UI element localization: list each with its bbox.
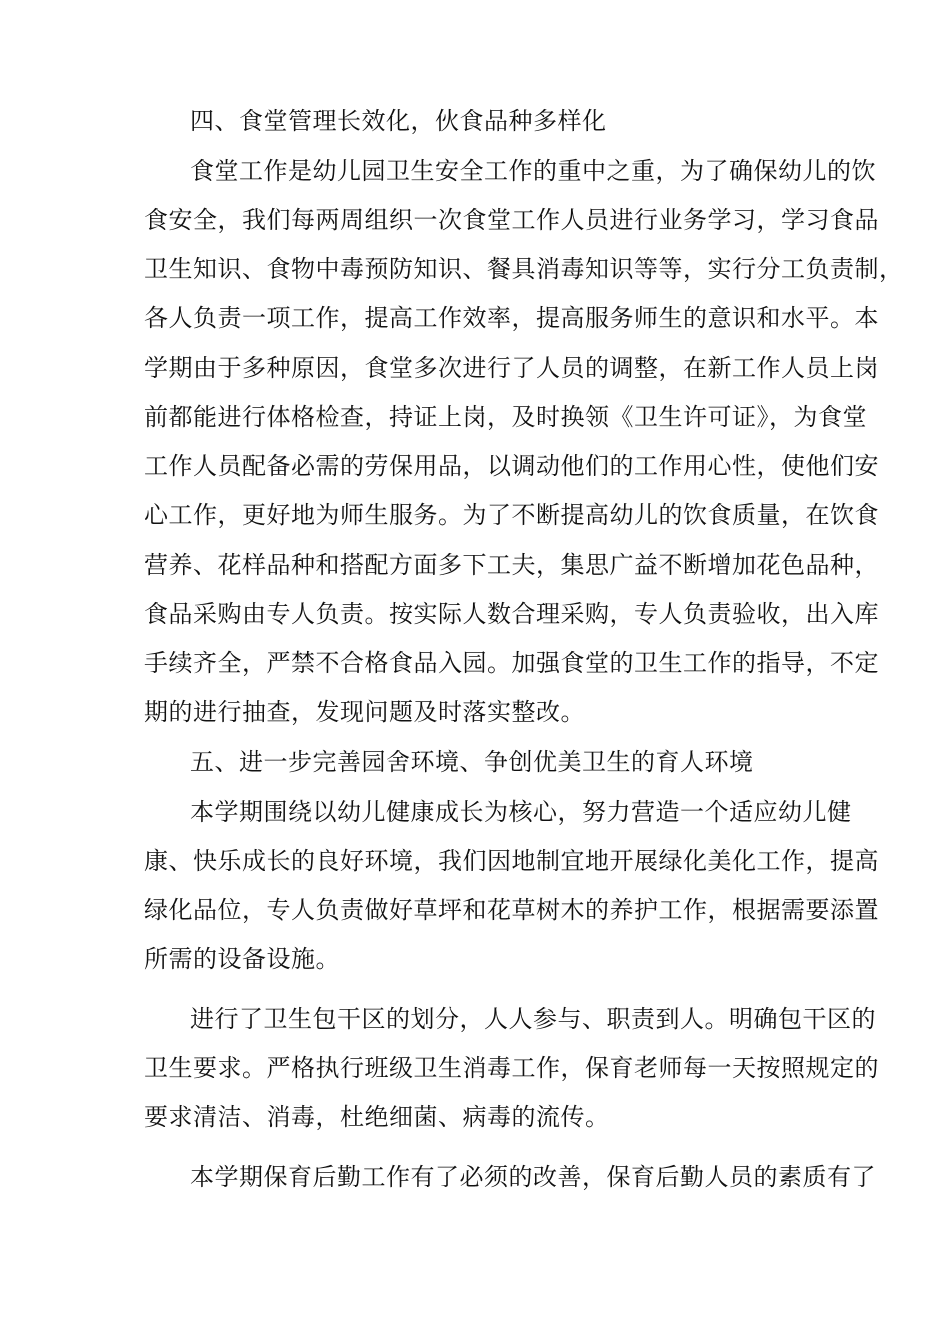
section-heading-canteen: 四、食堂管理长效化，伙食品种多样化 xyxy=(190,107,607,135)
paragraph-line: 工作人员配备必需的劳保用品，以调动他们的工作用心性，使他们安 xyxy=(144,452,879,480)
paragraph-line: 前都能进行体格检查，持证上岗，及时换领《卫生许可证》，为食堂 xyxy=(144,403,867,431)
paragraph-line: 营养、花样品种和搭配方面多下工夫，集思广益不断增加花色品种， xyxy=(144,551,879,579)
paragraph-line: 食安全，我们每两周组织一次食堂工作人员进行业务学习，学习食品 xyxy=(144,206,879,234)
paragraph-line: 康、快乐成长的良好环境，我们因地制宜地开展绿化美化工作，提高 xyxy=(144,847,879,875)
paragraph-line: 进行了卫生包干区的划分，人人参与、职责到人。明确包干区的 xyxy=(190,1005,876,1033)
paragraph-line: 卫生要求。严格执行班级卫生消毒工作，保育老师每一天按照规定的 xyxy=(144,1054,879,1082)
paragraph-line: 期的进行抽查，发现问题及时落实整改。 xyxy=(144,698,585,726)
paragraph-line: 各人负责一项工作，提高工作效率，提高服务师生的意识和水平。本 xyxy=(144,304,879,332)
paragraph-line: 本学期围绕以幼儿健康成长为核心，努力营造一个适应幼儿健 xyxy=(190,798,852,826)
paragraph-line: 手续齐全，严禁不合格食品入园。加强食堂的卫生工作的指导，不定 xyxy=(144,649,879,677)
paragraph-line: 要求清洁、消毒，杜绝细菌、病毒的流传。 xyxy=(144,1103,610,1131)
paragraph-line: 本学期保育后勤工作有了必须的改善，保育后勤人员的素质有了 xyxy=(190,1163,876,1191)
paragraph-line: 学期由于多种原因，食堂多次进行了人员的调整，在新工作人员上岗 xyxy=(144,354,879,382)
paragraph-line: 绿化品位，专人负责做好草坪和花草树木的养护工作，根据需要添置 xyxy=(144,896,879,924)
paragraph-line: 卫生知识、食物中毒预防知识、餐具消毒知识等等，实行分工负责制， xyxy=(144,255,904,283)
paragraph-line: 食品采购由专人负责。按实际人数合理采购，专人负责验收，出入库 xyxy=(144,600,879,628)
paragraph-line: 心工作，更好地为师生服务。为了不断提高幼儿的饮食质量，在饮食 xyxy=(144,501,879,529)
section-heading-environment: 五、进一步完善园舍环境、争创优美卫生的育人环境 xyxy=(190,748,754,776)
paragraph-line: 食堂工作是幼儿园卫生安全工作的重中之重，为了确保幼儿的饮 xyxy=(190,157,876,185)
paragraph-line: 所需的设备设施。 xyxy=(144,945,340,973)
